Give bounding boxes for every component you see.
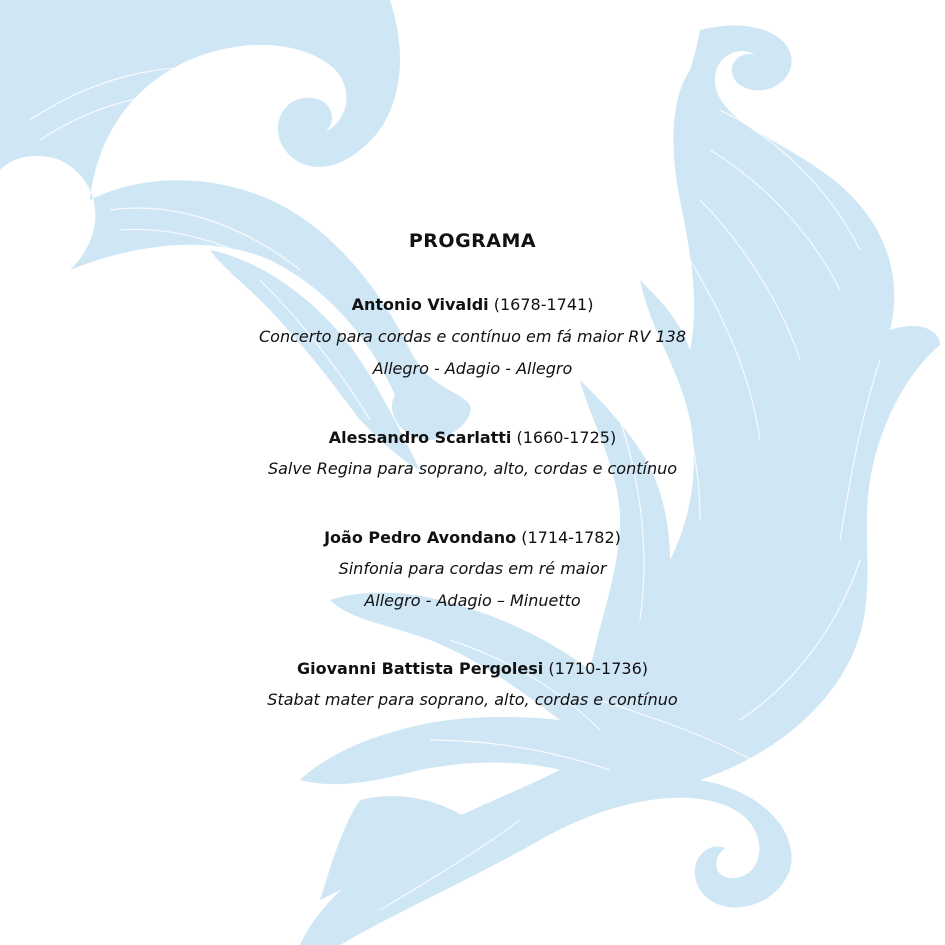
composer-name: Giovanni Battista Pergolesi <box>296 659 544 678</box>
composer-line <box>0 295 945 315</box>
composer-name: Antonio Vivaldi <box>351 295 489 314</box>
composer-years: (1714-1782) <box>516 528 621 547</box>
composer-line <box>0 528 945 548</box>
work-title: Salve Regina para soprano, alto, cordas e contínuo <box>267 459 678 478</box>
page-title: PROGRAMA <box>408 230 537 252</box>
composer-years: (1710-1736) <box>543 659 649 678</box>
composer-years: (1660-1725) <box>511 428 617 447</box>
work-title: Concerto para cordas e contínuo em fá maior RV 138 <box>259 327 686 346</box>
work-movements: Allegro - Adagio - Allegro <box>372 359 573 378</box>
work-title: Sinfonia para cordas em ré maior <box>338 559 607 578</box>
composer-name: João Pedro Avondano <box>324 528 517 547</box>
composer-line <box>0 428 945 448</box>
composer-name: Alessandro Scarlatti <box>328 428 512 447</box>
composer-line <box>0 659 945 679</box>
work-movements: Allegro - Adagio – Minuetto <box>364 591 581 610</box>
work-title: Stabat mater para soprano, alto, cordas e contínuo <box>267 690 678 709</box>
composer-years: (1678-1741) <box>488 295 594 314</box>
